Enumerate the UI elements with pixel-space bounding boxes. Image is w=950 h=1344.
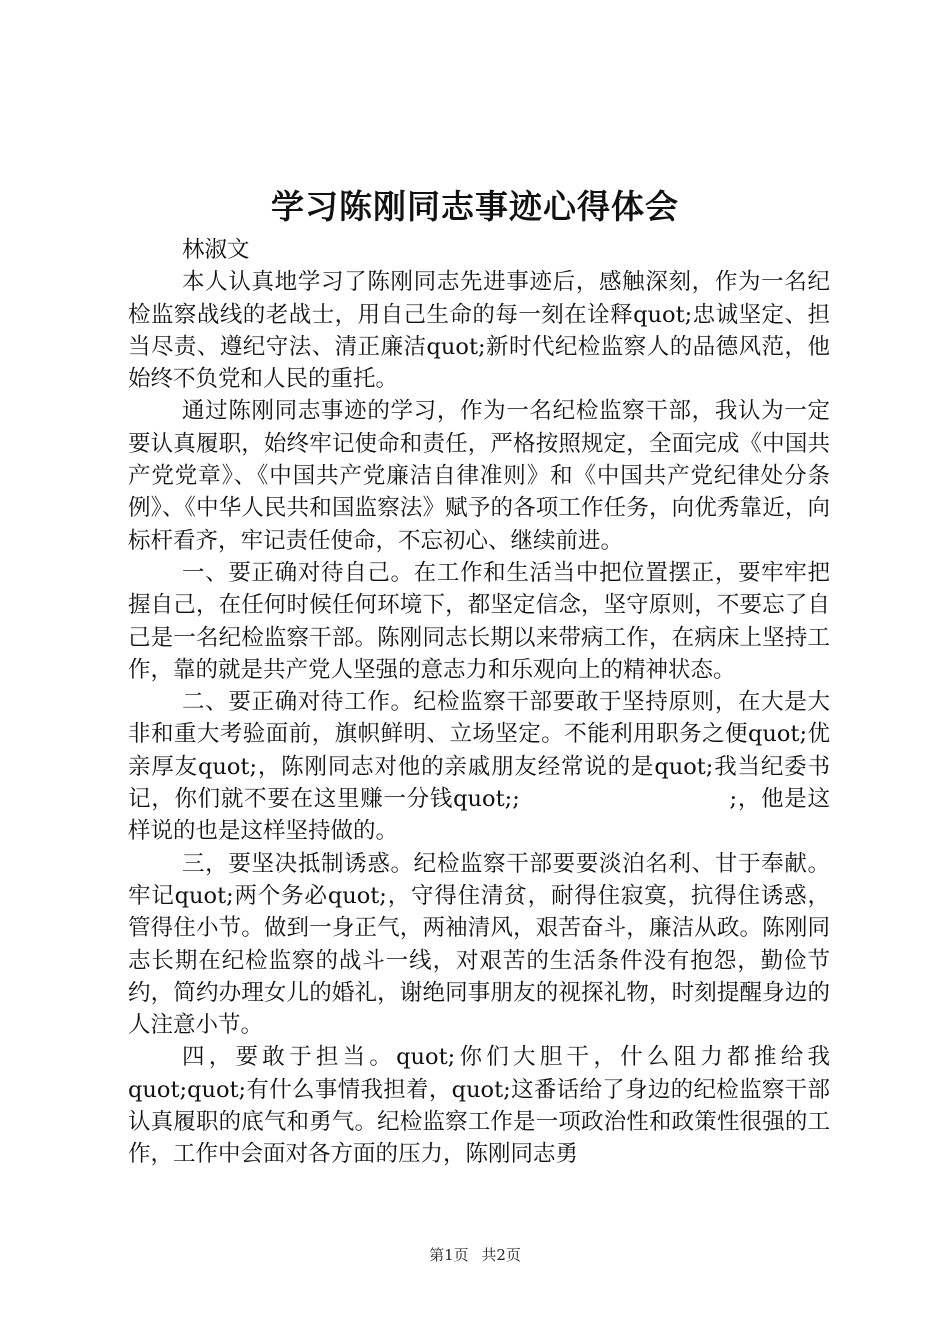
paragraph-point-two: 二、要正确对待工作。纪检监察干部要敢于坚持原则，在大是大非和重大考验面前，旗帜鲜明、立场坚定。不能利用职务之便quot;优亲厚友quot;，陈刚同志对他的亲戚朋友经常说的是quot;我当纪委书记，你们就不要在这里赚一分钱quot;; ;，他是这样说的也是这样坚持做的。 xyxy=(128,689,830,845)
paragraph-point-four: 四，要敢于担当。quot;你们大胆干，什么阻力都推给我quot;quot;有什么事情我担着，quot;这番话给了身边的纪检监察干部认真履职的底气和勇气。纪检监察工作是一项政治性和政策性很强的工作，工作中会面对各方面的压力，陈刚同志勇 xyxy=(128,1044,830,1168)
document-title: 学习陈刚同志事迹心得体会 xyxy=(271,187,679,226)
document-body xyxy=(128,234,830,1171)
paragraph-point-one: 一、要正确对待自己。在工作和生活当中把位置摆正，要牢牢把握自己，在任何时候任何环境下，都坚定信念，坚守原则，不要忘了自己是一名纪检监察干部。陈刚同志长期以来带病工作，在病床上坚持工作，靠的就是共产党人坚强的意志力和乐观向上的精神状态。 xyxy=(128,559,830,683)
author-name: 林淑文 xyxy=(182,237,250,263)
page-total: 共2页 xyxy=(481,1246,521,1264)
paragraph-point-three: 三，要坚决抵制诱惑。纪检监察干部要要淡泊名利、甘于奉献。牢记quot;两个务必quot;，守得住清贫，耐得住寂寞，抗得住诱惑，管得住小节。做到一身正气，两袖清风，艰苦奋斗，廉洁从政。陈刚同志长期在纪检监察的战斗一线，对艰苦的生活条件没有抱怨，勤俭节约，简约办理女儿的婚礼，谢绝同事朋友的视探礼物，时刻提醒身边的人注意小节。 xyxy=(128,850,830,1039)
paragraph-study: 通过陈刚同志事迹的学习，作为一名纪检监察干部，我认为一定要认真履职，始终牢记使命和责任，严格按照规定，全面完成《中国共产党党章》、《中国共产党廉洁自律准则》和《中国共产党纪律处分条例》、《中华人民共和国监察法》赋予的各项工作任务，向优秀靠近，向标杆看齐，牢记责任使命，不忘初心、继续前进。 xyxy=(128,398,830,554)
page-number: 第1页 xyxy=(429,1246,469,1264)
page-footer xyxy=(0,1244,950,1266)
paragraph-intro: 本人认真地学习了陈刚同志先进事迹后，感触深刻，作为一名纪检监察战线的老战士，用自己生命的每一刻在诠释quot;忠诚坚定、担当尽责、遵纪守法、清正廉洁quot;新时代纪检监察人的品德风范，他始终不负党和人民的重托。 xyxy=(128,269,830,393)
